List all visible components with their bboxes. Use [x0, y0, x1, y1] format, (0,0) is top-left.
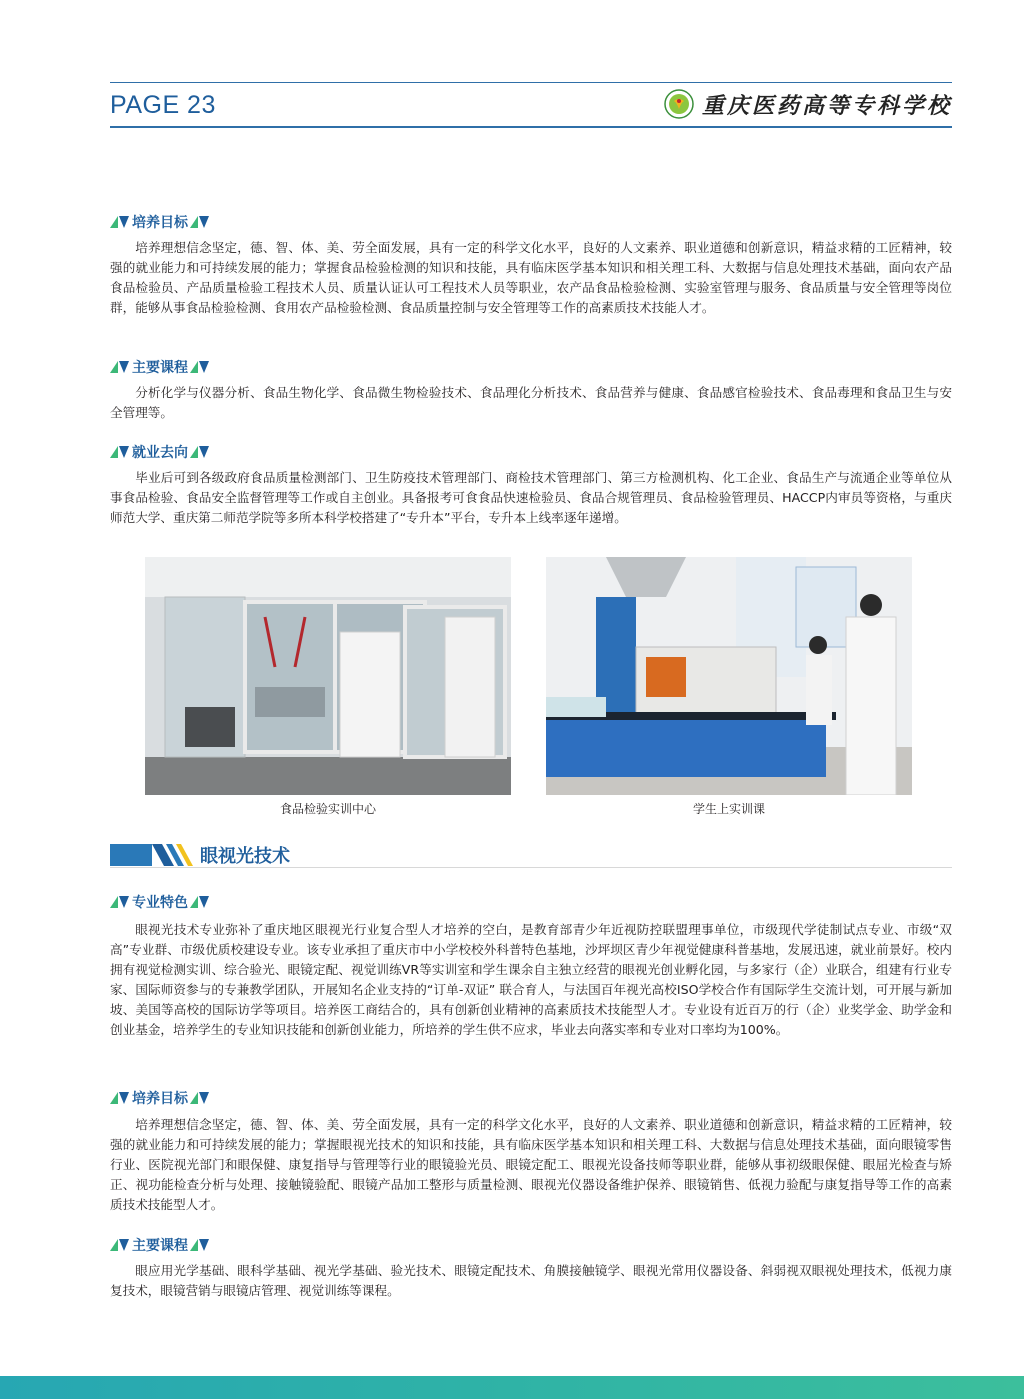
- school-name: 重庆医药高等专科学校: [701, 92, 952, 119]
- triangle-marker-icon: [110, 360, 130, 374]
- page-header: [110, 82, 952, 128]
- food-goal-heading: [110, 212, 210, 232]
- optometry-course-heading: [110, 1235, 210, 1255]
- lab-room-illustration: [145, 557, 511, 795]
- training-photo-caption: 学生上实训课: [692, 802, 765, 816]
- lab-photo: [145, 557, 511, 795]
- lab-photo-caption: 食品检验实训中心: [279, 802, 376, 816]
- heading-label: 培养目标: [132, 215, 188, 231]
- optometry-goal-heading: [110, 1088, 210, 1108]
- heading-label: 培养目标: [132, 1091, 188, 1107]
- triangle-marker-icon: [190, 445, 210, 459]
- optometry-section-header: [110, 842, 952, 868]
- triangle-marker-icon: [110, 1091, 130, 1105]
- triangle-marker-icon: [190, 215, 210, 229]
- food-course-heading: [110, 357, 210, 377]
- food-career-heading: [110, 442, 210, 462]
- optometry-feature-text: 眼视光技术专业弥补了重庆地区眼视光行业复合型人才培养的空白，是教育部青少年近视防控联盟理事单位，市级现代学徒制试点专业、市级“双高”专业群、市级优质校建设专业。该专业承担了重庆市中小学校校外科普特色基地，沙坪坝区青少年视觉健康科普基地，发展迅速，就业前景好。校内拥有视觉检测实训、综合验光、眼镜定配、视觉训练VR等实训室和学生课余自主独立经营的眼视光创业孵化园，与多家行（企）业联合，组建有行业专家、国际师资参与的专兼教学团队，开展知名企业支持的“订单-双证” 联合育人，与法国百年视光高校ISO学校合作有国际学生交流计划，可开展与新加坡、美国等高校的国际访学等项目。培养医工商结合的，具有创新创业精神的高素质技术技能型人才。专业设有近百万的行（企）业奖学金、助学金和创业基金，培养学生的专业知识技能和创新创业能力，所培养的学生供不应求，毕业去向落实率和专业对口率均为100%。: [110, 922, 952, 1037]
- school-emblem-icon: [664, 89, 694, 119]
- heading-label: 就业去向: [132, 445, 188, 461]
- school-logo: [664, 88, 952, 120]
- triangle-marker-icon: [110, 445, 130, 459]
- header-rule-bottom: [110, 126, 952, 128]
- section-banner-icon: [110, 842, 198, 868]
- header-rule-top: [110, 82, 952, 83]
- optometry-feature-heading: [110, 892, 210, 912]
- heading-label: 主要课程: [132, 1238, 188, 1254]
- triangle-marker-icon: [110, 895, 130, 909]
- optometry-course-text: 眼应用光学基础、眼科学基础、视光学基础、验光技术、眼镜定配技术、角膜接触镜学、眼视光常用仪器设备、斜弱视双眼视处理技术，低视力康复技术，眼镜营销与眼镜店管理、视觉训练等课程。: [110, 1263, 952, 1298]
- food-career-text: 毕业后可到各级政府食品质量检测部门、卫生防疫技术管理部门、商检技术管理部门、第三方检测机构、化工企业、食品生产与流通企业等单位从事食品检验、食品安全监督管理等工作或自主创业。具备报考可食食品快速检验员、食品合规管理员、食品检验管理员、HACCP内审员等资格，与重庆师范大学、重庆第二师范学院等多所本科学校搭建了“专升本”平台，专升本上线率逐年递增。: [110, 470, 952, 525]
- optometry-goal-text: 培养理想信念坚定，德、智、体、美、劳全面发展，具有一定的科学文化水平，良好的人文素养、职业道德和创新意识，精益求精的工匠精神，较强的就业能力和可持续发展的能力；掌握眼视光技术的知识和技能，具有临床医学基本知识和相关理工科、大数据与信息处理技术基础，面向眼镜零售行业、医院视光部门和眼保健、康复指导与管理等行业的眼镜验光员、眼镜定配工、眼视光设备技师等职业群，能够从事初级眼保健、眼屈光检查与矫正、视功能检查分析与处理、接触镜验配、眼镜产品加工整形与质量检测、眼视光仪器设备维护保养、眼镜销售、低视力验配与康复指导等工作的高素质技术技能型人才。: [110, 1117, 952, 1212]
- section-title: 眼视光技术: [200, 846, 290, 867]
- food-course-text: 分析化学与仪器分析、食品生物化学、食品微生物检验技术、食品理化分析技术、食品营养与健康、食品感官检验技术、食品毒理和食品卫生与安全管理等。: [110, 385, 952, 420]
- footer-bar: [0, 1376, 1024, 1399]
- page-number: PAGE 23: [110, 91, 216, 119]
- triangle-marker-icon: [110, 215, 130, 229]
- triangle-marker-icon: [110, 1238, 130, 1252]
- triangle-marker-icon: [190, 895, 210, 909]
- heading-label: 专业特色: [132, 895, 188, 911]
- training-photo: [546, 557, 912, 795]
- students-training-illustration: [546, 557, 912, 795]
- triangle-marker-icon: [190, 1238, 210, 1252]
- triangle-marker-icon: [190, 360, 210, 374]
- food-goal-text: 培养理想信念坚定，德、智、体、美、劳全面发展，具有一定的科学文化水平，良好的人文素养、职业道德和创新意识，精益求精的工匠精神，较强的就业能力和可持续发展的能力；掌握食品检验检测的知识和技能，具有临床医学基本知识和相关理工科、大数据与信息处理技术基础，面向农产品食品检验员、产品质量检验工程技术人员、质量认证认可工程技术人员等职业，农产品食品检验检测、实验室管理与服务、食品质量与安全管理等岗位群，能够从事食品检验检测、食用农产品检验检测、食品质量控制与安全管理等工作的高素质技术技能人才。: [110, 240, 952, 315]
- section-divider: [110, 867, 952, 868]
- heading-label: 主要课程: [132, 360, 188, 376]
- triangle-marker-icon: [190, 1091, 210, 1105]
